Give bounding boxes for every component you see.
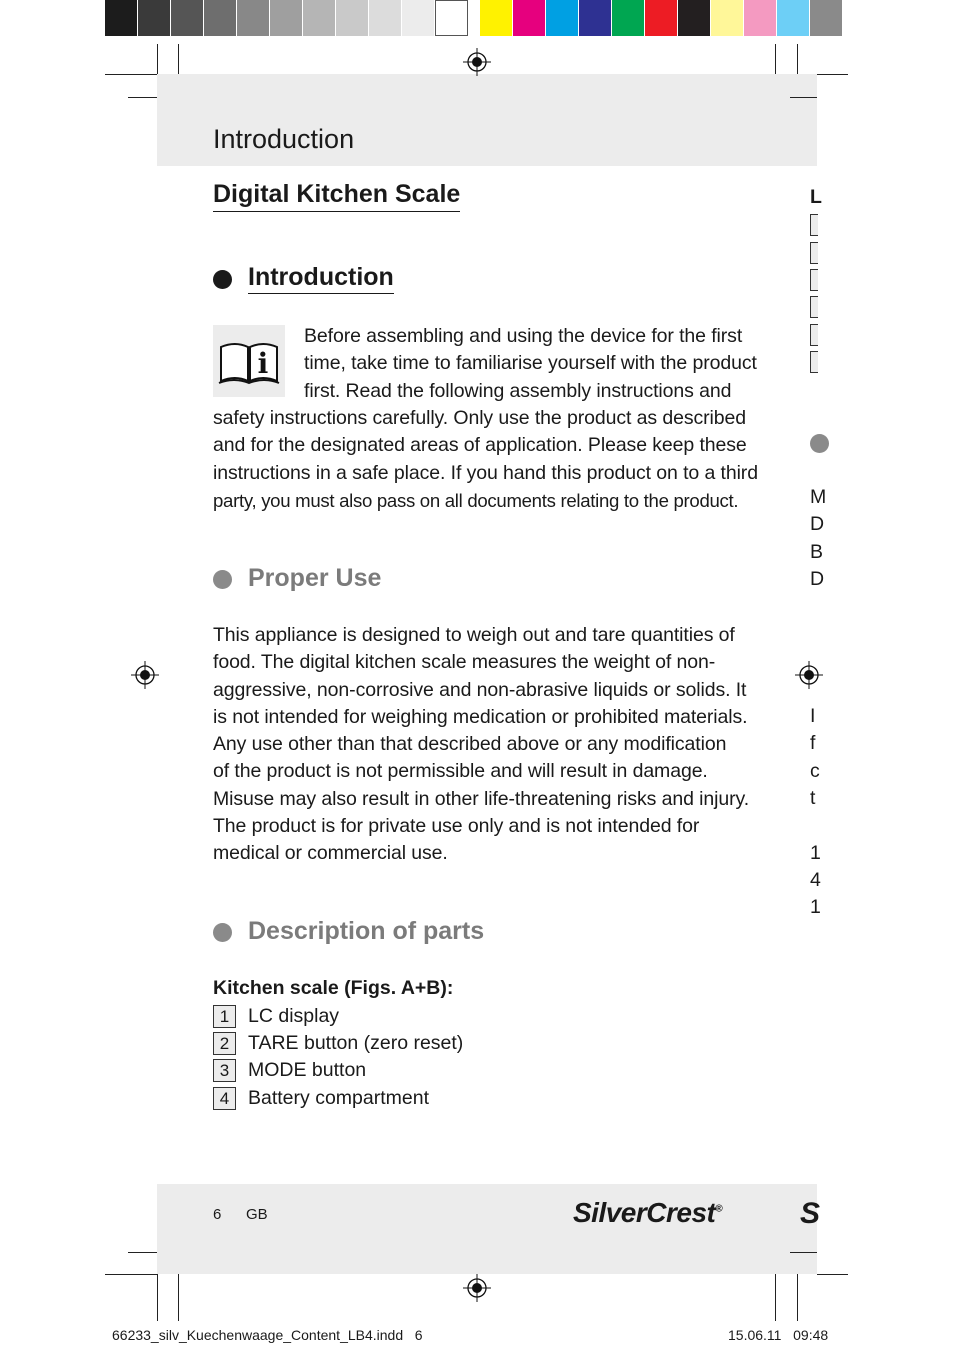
facing-page-box [810,214,818,236]
registration-mark-icon [463,48,491,76]
bullet-icon [213,570,232,589]
text-line: food. The digital kitchen scale measures the weight of non- [213,651,716,674]
facing-page-fragment: c [810,760,820,782]
text-line: The product is for private use only and is not intended for [213,815,700,838]
color-swatch [810,0,843,36]
text-line: This appliance is designed to weigh out and tare quantities of [213,624,735,646]
crop-mark [128,97,157,98]
text-line: time, take time to familiarise yourself with the product [304,352,757,375]
text-line: and for the designated areas of application. Please keep these [213,434,747,457]
crop-mark [128,1252,157,1253]
crop-mark [105,74,157,75]
part-number-box: 3 [213,1059,236,1082]
facing-page-box [810,296,818,318]
facing-page-bullet [810,434,818,453]
section-heading-text: Introduction [248,263,394,294]
facing-page-fragment: I [810,705,816,727]
page-header-title: Introduction [213,124,355,154]
part-item [213,1087,429,1110]
brand-logo [573,1197,722,1229]
parts-subheading: Kitchen scale (Figs. A+B): [213,977,454,999]
date-slug: 15.06.11 09:48 [728,1327,829,1343]
crop-mark [157,44,158,74]
facing-page-box [810,351,818,373]
section-heading-description-of-parts [213,917,484,946]
color-swatch [480,0,513,36]
page-number: 6 [213,1206,222,1223]
color-swatch [105,0,138,36]
color-swatch [546,0,579,36]
section-heading-text: Proper Use [248,564,382,592]
crop-mark [178,44,179,74]
facing-page-box [810,269,818,291]
facing-brand-fragment: S [800,1197,821,1230]
crop-mark [797,44,798,74]
bullet-icon [213,923,232,942]
section-heading-introduction [213,263,394,294]
facing-page-box [810,324,818,346]
crop-mark [105,1274,157,1275]
language-code: GB [246,1206,268,1223]
text-line: Before assembling and using the device for the first [304,325,743,347]
registered-mark: ® [715,1203,723,1215]
intro-text [213,405,758,514]
text-line: Any use other than that described above or any modification [213,733,727,756]
part-label: Battery compartment [248,1087,429,1109]
color-swatch [204,0,237,36]
crop-mark [817,1274,848,1275]
section-heading-proper-use [213,564,381,593]
color-swatch [579,0,612,36]
text-line: aggressive, non-corrosive and non-abrasive liquids or solids. It [213,678,747,701]
info-book-icon [213,325,285,397]
crop-mark [797,1274,798,1321]
brand-name: SilverCrest [573,1197,716,1228]
facing-page-fragment: M [810,486,827,508]
section-heading-text: Description of parts [248,917,485,945]
color-swatch [303,0,336,36]
document-title: Digital Kitchen Scale [213,180,460,212]
part-item [213,1032,463,1055]
facing-page-box [810,242,818,264]
text-line: safety instructions carefully. Only use the product as described [213,407,747,429]
facing-page-fragment: 1 [810,896,821,918]
svg-text:i: i [257,347,269,380]
text-line: party, you must also pass on all documents relating to the product. [213,489,739,511]
crop-mark [790,97,817,98]
crop-mark [817,74,848,75]
color-swatch [744,0,777,36]
color-swatch [171,0,204,36]
color-calibration-bar [105,0,843,36]
facing-page-fragment: L [810,186,822,208]
color-swatch [612,0,645,36]
part-label: LC display [248,1005,340,1027]
color-swatch [435,0,468,36]
text-line: instructions in a safe place. If you hand this product on to a third [213,461,758,484]
facing-page-fragment: D [810,568,825,590]
file-slug: 66233_silv_Kuechenwaage_Content_LB4.indd 6 [112,1327,423,1343]
text-line: medical or commercial use. [213,842,448,865]
color-swatch [777,0,810,36]
facing-page-fragment: D [810,513,825,535]
color-swatch [336,0,369,36]
crop-mark [790,1252,817,1253]
color-swatch [369,0,402,36]
color-swatch [138,0,171,36]
facing-page-fragment: B [810,541,824,563]
part-label: MODE button [248,1059,367,1081]
color-swatch [237,0,270,36]
facing-page-fragment: 1 [810,842,821,864]
color-swatch [678,0,711,36]
part-item [213,1005,339,1028]
color-swatch [711,0,744,36]
crop-mark [157,1274,158,1321]
color-swatch [645,0,678,36]
part-label: TARE button (zero reset) [248,1032,464,1054]
facing-page-fragment: f [810,732,816,754]
registration-mark-icon [463,1274,491,1302]
bullet-icon [213,270,232,289]
text-line: of the product is not permissible and will result in damage. [213,760,708,783]
crop-mark [178,1274,179,1321]
facing-page-fragment: t [810,787,816,809]
crop-mark [775,44,776,74]
part-item [213,1059,366,1082]
text-line: first. Read the following assembly instructions and [304,379,732,402]
text-line: Misuse may also result in other life-threatening risks and injury. [213,787,750,810]
crop-mark [775,1274,776,1321]
part-number-box: 1 [213,1005,236,1028]
color-swatch [513,0,546,36]
part-number-box: 4 [213,1087,236,1110]
text-line: is not intended for weighing medication or prohibited materials. [213,705,748,728]
color-swatch [402,0,435,36]
proper-use-text [213,622,750,868]
registration-mark-icon [131,661,159,689]
facing-page-fragment: 4 [810,869,821,891]
part-number-box: 2 [213,1032,236,1055]
color-swatch [270,0,303,36]
registration-mark-icon [795,661,823,689]
intro-text-indented [304,323,757,405]
